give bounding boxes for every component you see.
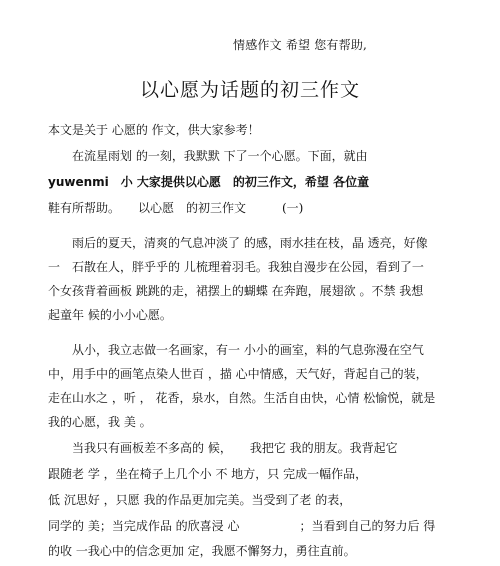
body-line: 个女孩背着画板 跳跳的走，裙摆上的蝴蝶 在奔跑，展翅欲 。不禁 我想: [48, 284, 424, 298]
body-line: 鞋有所帮助。 以心愿 的初三作文 (一): [48, 201, 304, 215]
body-line: 我的心愿，我 美 。: [48, 415, 152, 429]
header-note: 情感作文 希望 您有帮助,: [233, 38, 368, 52]
body-line: 跟随老 学 ，坐在椅子上几个小 不 地方，只 完成一幅作品，: [48, 467, 368, 481]
body-line: 低 沉思好 ，只愿 我的作品更加完美。当受到了老 的表，: [48, 493, 352, 507]
page-title: 以心愿为话题的初三作文: [139, 79, 360, 101]
body-line: 起童年 候的小小心愿。: [48, 308, 172, 322]
body-line: yuwenmi 小 大家提供以心愿 的初三作文，希望 各位童: [48, 175, 370, 189]
body-line: 雨后的夏天，清爽的气息冲淡了 的感，雨水挂在枝，晶 透亮，好像: [48, 236, 428, 250]
body-line: 从小，我立志做一名画家，有一 小小的画室，料的气息弥漫在空气: [48, 343, 424, 357]
body-line: 中，用手中的画笔点染人世百 ，描 心中情感，天气好，背起自己的装，: [48, 367, 428, 381]
body-line: 走在山水之 ，听 ， 花香，泉水，自然。生活自由快，心情 松愉悦，就是: [48, 391, 436, 405]
body-line: 一 石散在人，胖乎乎的 儿梳理着羽毛。我独自漫步在公园，看到了一: [48, 260, 424, 274]
body-line: 同学的 美；当完成作品 的欣喜浸 心 ；当看到自己的努力后 得: [48, 519, 436, 533]
body-line: 当我只有画板差不多高的 候， 我把它 我的朋友。我背起它: [48, 441, 398, 455]
body-line: 在流星雨划 的一刻，我默默 下了一个心愿。下面，就由: [48, 149, 368, 163]
body-line-intro: 本文是关于 心愿的 作文，供大家参考！: [48, 123, 260, 137]
body-line: 的收 一我心中的信念更加 定，我愿不懈努力，勇往直前。: [48, 544, 356, 558]
